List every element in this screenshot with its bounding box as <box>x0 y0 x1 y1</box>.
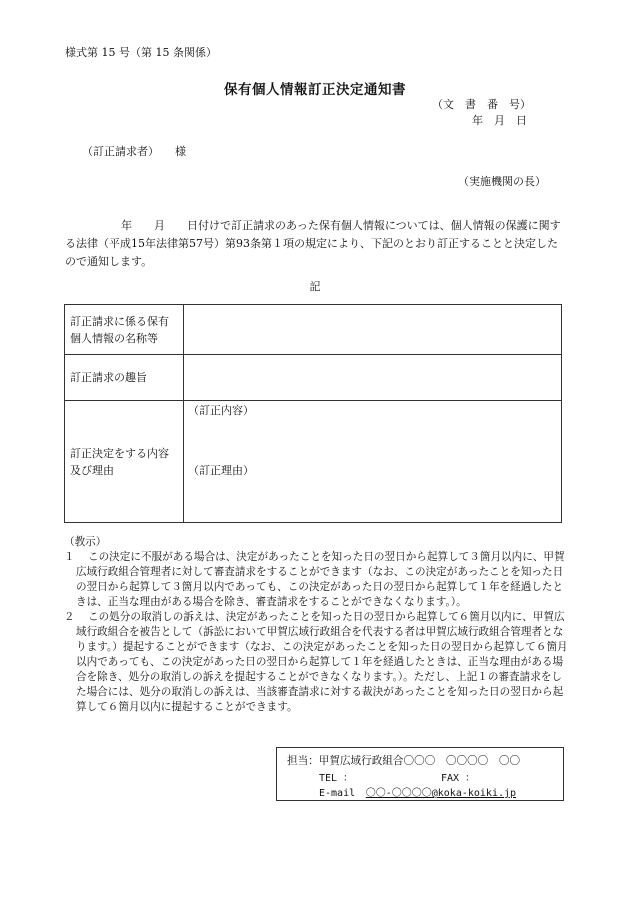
table-row <box>65 305 562 355</box>
document-title: 保有個人情報訂正決定通知書 <box>224 82 406 98</box>
contact-person: 担当：甲賀広域行政組合〇〇〇 〇〇〇〇 〇〇 <box>287 755 521 767</box>
addressee-line <box>82 143 186 159</box>
notice-body <box>65 217 568 271</box>
contact-email-line <box>319 784 516 800</box>
request-purpose-label: 訂正請求の趣旨 <box>65 355 184 401</box>
date-blank: 年 月 日付けで <box>121 219 231 232</box>
info-name-value <box>184 305 562 355</box>
email-link[interactable]: 〇〇-〇〇〇〇@koka-koiki.jp <box>365 788 517 799</box>
ki-heading: 記 <box>309 280 321 293</box>
issuing-agency-head: （実施機関の長） <box>458 175 546 188</box>
email-label: E-mail <box>319 788 356 799</box>
addressee-label: （訂正請求者） <box>82 145 159 158</box>
contact-tel: TEL ： <box>319 773 354 784</box>
decision-content-value <box>184 401 562 523</box>
table-row <box>65 355 562 401</box>
table-row <box>65 401 562 523</box>
contact-fax: FAX ： <box>441 773 476 784</box>
details-table <box>64 304 562 523</box>
note-text: この処分の取消しの訴えは、決定があったことを知った日の翌日から起算して６箇月以内に、甲賀広域行政組合を被告として（訴訟において甲賀広域行政組合を代表する者は甲賀広域行政組合管理者となります。）提起することができます（なお、この決定があったことを知った日の翌日から起算して６箇月以内であっても、この決定があった日の翌日から起算して１年を経過したときは、正当な理由がある場合を除き、処分の取消しの訴えを提起することができなくなります。）。ただし、上記１の審査請求をした場合には、処分の取消しの訴えは、当該審査請求に対する裁決があったことを知った日の翌日から起算して６箇月以内に提起することができます。 <box>76 611 568 713</box>
notice-body-text: 訂正請求のあった保有個人情報については、個人情報の保護に関する法律（平成15年法律第57号）第93条第１項の規定により、下記のとおり訂正することと決定したので通知します。 <box>65 219 561 268</box>
correction-content-label: （訂正内容） <box>188 404 254 417</box>
form-number-label: 様式第 15 号（第 15 条関係） <box>65 46 217 59</box>
instructions-heading: （教示） <box>64 536 107 548</box>
note-text: この決定に不服がある場合は、決定があったことを知った日の翌日から起算して３箇月以内に、甲賀広域行政組合管理者に対して審査請求をすることができます（なお、この決定があったことを知った日の翌日から起算して３箇月以内であっても、この決定があった日の翌日から起算して１年を経過したときは、正当な理由がある場合を除き、審査請求をすることができなくなります。）。 <box>76 551 565 608</box>
contact-box <box>276 747 564 801</box>
addressee-honorific: 様 <box>175 145 186 158</box>
list-item <box>64 610 570 715</box>
instructions-section <box>64 535 570 715</box>
info-name-label: 訂正請求に係る保有個人情報の名称等 <box>65 305 184 355</box>
document-number-field: （文 書 番 号） <box>432 98 531 111</box>
note-number: ２ <box>64 611 75 623</box>
date-field: 年 月 日 <box>472 114 527 127</box>
note-number: １ <box>64 551 75 563</box>
decision-content-label: 訂正決定をする内容及び理由 <box>65 401 184 523</box>
list-item <box>64 550 570 610</box>
correction-reason-label: （訂正理由） <box>188 464 254 477</box>
request-purpose-value <box>184 355 562 401</box>
